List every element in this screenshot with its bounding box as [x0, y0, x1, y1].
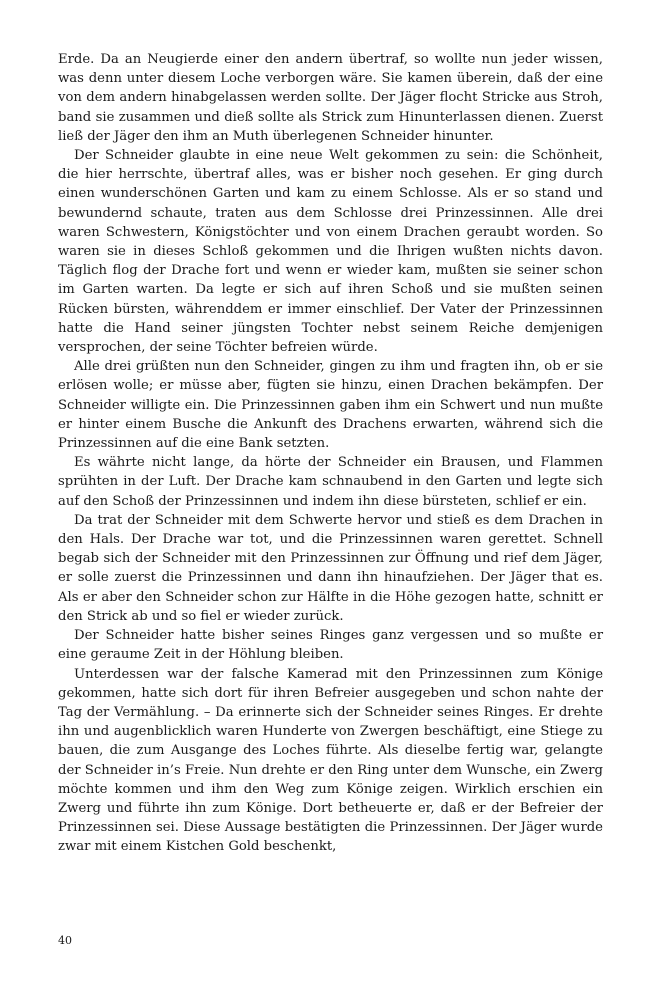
paragraph-7: Unterdessen war der falsche Kamerad mit den Prinzessinnen zum Könige gekommen, hatte sich dort für ihren Befreier ausgegeben und schon nahte der Tag der Vermählung. – Da erinnerte sich der Schneider seines Ringes. Er drehte ihn und augenblicklich waren Hunderte von Zwergen beschäftigt, eine Stiege zu bauen, die zum Ausgange des Loches führte. Als dieselbe fertig war, gelangte der Schneider in’s Freie. Nun drehte er den Ring unter dem Wunsche, ein Zwerg möchte kommen und ihm den Weg zum Könige zeigen. Wirklich erschien ein Zwerg und führte ihn zum Könige. Dort betheuerte er, daß er der Befreier der Prinzessinnen sei. Diese Aussage bestätigten die Prinzessinnen. Der Jäger wurde zwar mit einem Kistchen Gold beschenkt, — [58, 666, 603, 855]
paragraph-1: Erde. Da an Neugierde einer den andern übertraf, so wollte nun jeder wissen, was denn unter diesem Loche verborgen wäre. Sie kamen überein, daß der eine von dem andern hinabgelassen werden sollte. Der Jäger flocht Stricke aus Stroh, band sie zusammen und dieß sollte als Strick zum Hinunterlassen dienen. Zuerst ließ der Jäger den ihm an Muth überlegenen Schneider hinunter. — [58, 52, 603, 144]
paragraph-3: Alle drei grüßten nun den Schneider, gingen zu ihm und fragten ihn, ob er sie erlösen wolle; er müsse aber, fügten sie hinzu, einen Drachen bekämpfen. Der Schneider willigte ein. Die Prinzessinnen gaben ihm ein Schwert und nun mußte er hinter einem Busche die Ankunft des Drachens erwarten, während sich die Prinzessinnen auf die eine Bank setzten. — [58, 359, 603, 452]
page-number: 40 — [58, 934, 72, 947]
paragraph-2: Der Schneider glaubte in eine neue Welt gekommen zu sein: die Schönheit, die hier herrschte, übertraf alles, was er bisher noch gesehen. Er ging durch einen wunderschönen Garten und kam zu einem Schlosse. Als er so stand und bewundernd schaute, traten aus dem Schlosse drei Prinzessinnen. Alle drei waren Schwestern, Königstöchter und von einem Drachen geraubt worden. So waren sie in dieses Schloß gekommen und die Ihrigen wußten nichts davon. Täglich flog der Drache fort und wenn er wieder kam, mußten sie seiner schon im Garten warten. Da legte er sich auf ihren Schoß und sie mußten seinen Rücken bürsten, währenddem er immer einschlief. Der Vater der Prinzessinnen hatte die Hand seiner jüngsten Tochter nebst seinem Reiche demjenigen versprochen, der seine Töchter befreien würde. — [58, 148, 603, 356]
paragraph-5: Da trat der Schneider mit dem Schwerte hervor und stieß es dem Drachen in den Hals. Der Drache war tot, und die Prinzessinnen waren gerettet. Schnell begab sich der Schneider mit den Prinzessinnen zur Öffnung und rief dem Jäger, er solle zuerst die Prinzessinnen und dann ihn hinaufziehen. Der Jäger that es. Als er aber den Schneider schon zur Hälfte in die Höhe gezogen hatte, schnitt er den Strick ab und so fiel er wieder zurück. — [58, 512, 603, 624]
paragraph-4: Es währte nicht lange, da hörte der Schneider ein Brausen, und Flammen sprühten in der Luft. Der Drache kam schnaubend in den Garten und legte sich auf den Schoß der Prinzessinnen und indem ihn diese bürsteten, schlief er ein. — [58, 455, 603, 509]
paragraph-6: Der Schneider hatte bisher seines Ringes ganz vergessen und so mußte er eine geraume Zeit in der Höhlung bleiben. — [58, 628, 603, 663]
page-body — [58, 50, 603, 940]
